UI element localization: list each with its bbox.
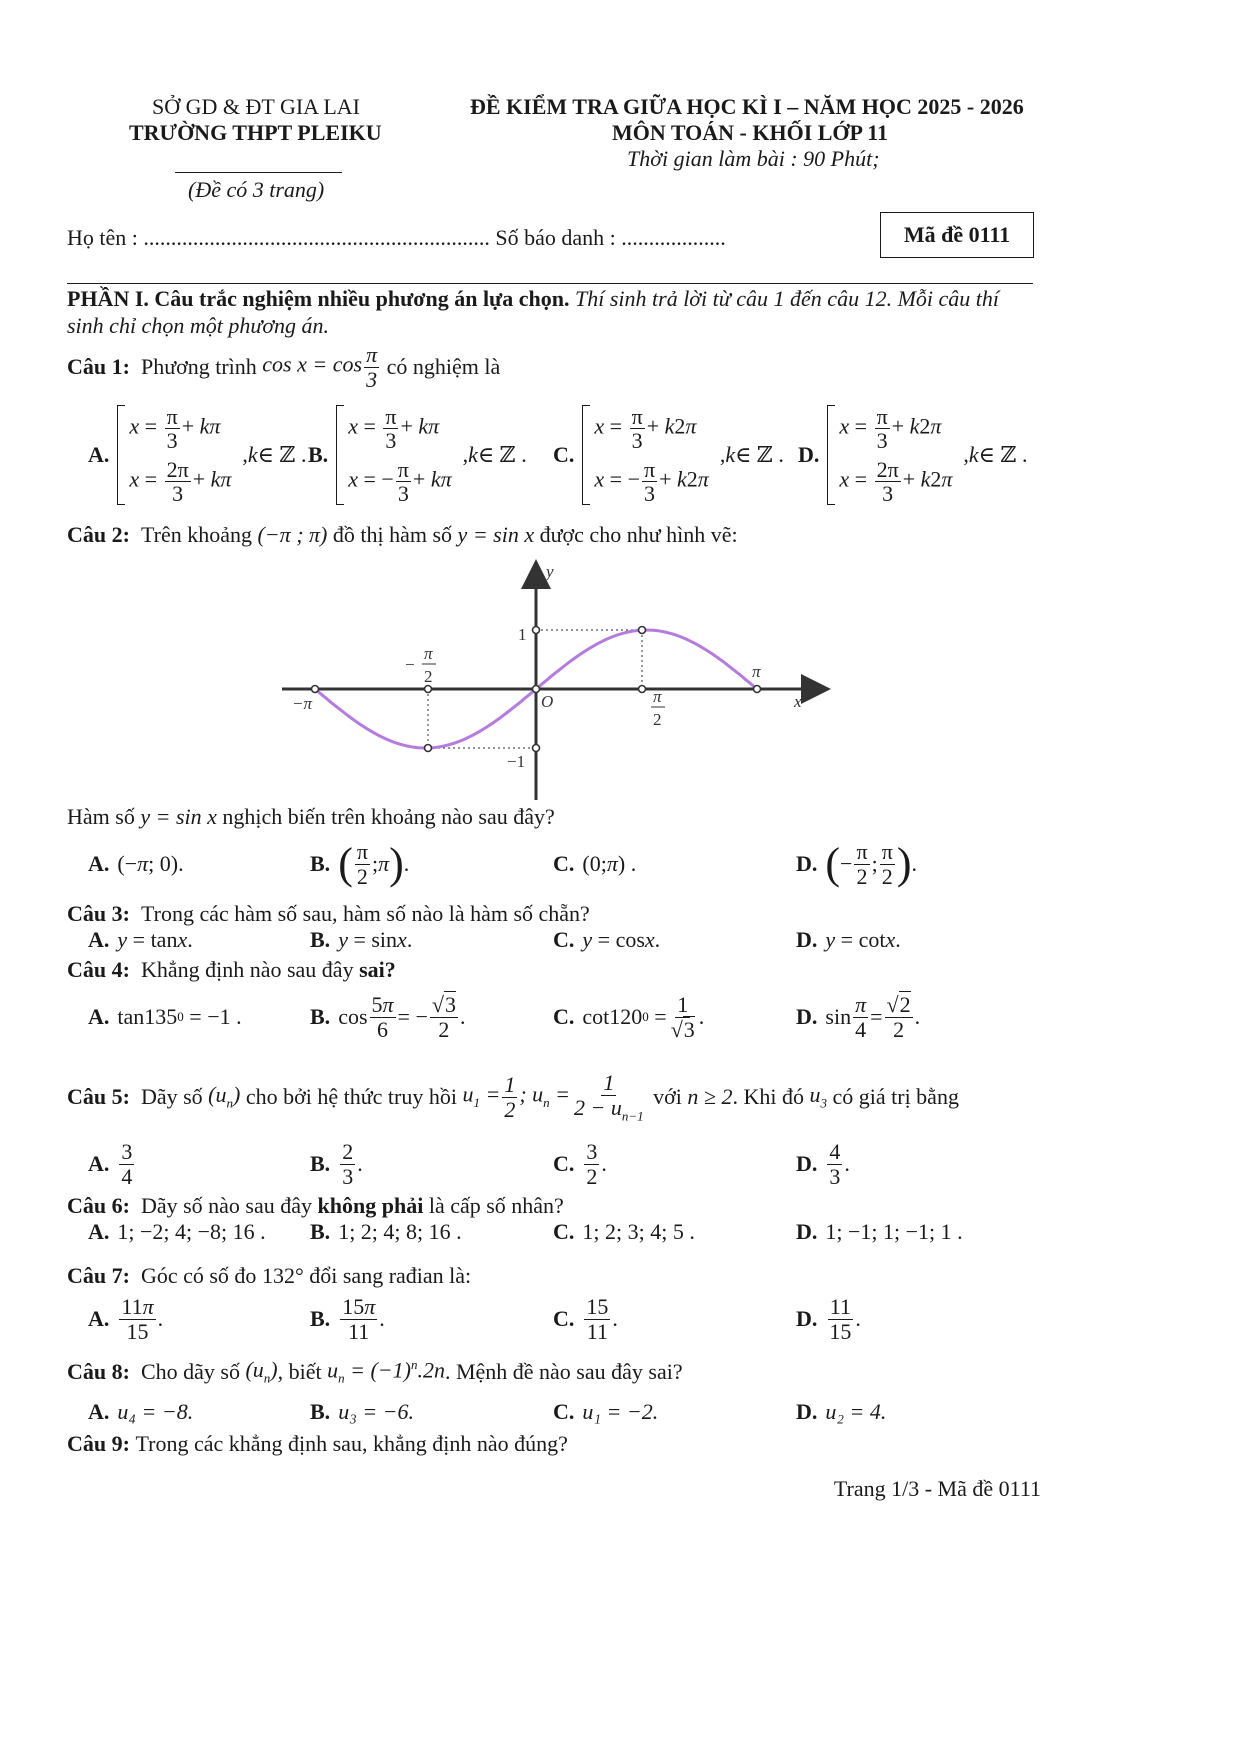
q9-text: Trong các khẳng định sau, khẳng định nào đúng? (135, 1431, 568, 1456)
exam-time: Thời gian làm bài : 90 Phút; (627, 146, 880, 171)
q5-condition: n ≥ 2 (687, 1084, 733, 1109)
q6-option-c-text: 1; 2; 3; 4; 5 . (582, 1219, 695, 1244)
q6-option-c[interactable] (553, 1219, 796, 1245)
tick-neg-pi: −π (292, 694, 312, 713)
header-rule (67, 283, 1033, 284)
q4-label: Câu 4: (67, 957, 130, 982)
question-8 (67, 1355, 683, 1389)
page-footer: Trang 1/3 - Mã đề 0111 (833, 1476, 1041, 1501)
option-label: A. (88, 1399, 110, 1424)
q6-label: Câu 6: (67, 1193, 130, 1218)
exam-code-box: Mã đề 0111 (880, 212, 1034, 258)
q6-option-a[interactable] (88, 1219, 310, 1245)
q4-text: Khẳng định nào sau đây (140, 957, 354, 982)
origin-label: O (541, 692, 554, 711)
q2-follow-text-b: nghịch biến trên khoảng nào sau đây? (222, 804, 555, 829)
option-label: D. (796, 927, 818, 952)
q1-option-a[interactable]: A. x = $\frac{\pi}{3}$ + kπ x = $\frac{2\pi}{3}$ + kπ , k ∈ ℤ . (88, 403, 307, 507)
option-label: C. (553, 1004, 575, 1029)
option-label: A. (88, 1306, 110, 1331)
q5-option-a[interactable]: A. $\frac{3}{4}$ (88, 1139, 133, 1189)
option-label: C. (553, 851, 575, 876)
svg-text:2: 2 (653, 710, 662, 729)
option-label: C. (553, 1399, 575, 1424)
q4-option-a[interactable]: A. tan135 0 = −1 . (88, 1004, 242, 1029)
svg-text:2: 2 (424, 667, 433, 686)
option-label: B. (310, 1399, 331, 1424)
q6-text-bold: không phải (317, 1193, 424, 1218)
q5-text: Dãy số (140, 1084, 203, 1109)
question-1 (67, 340, 500, 394)
option-label: B. (310, 1151, 331, 1176)
q8-option-a[interactable] (88, 1399, 310, 1425)
option-label: D. (796, 1306, 818, 1331)
exam-title: ĐỀ KIỂM TRA GIỮA HỌC KÌ I – NĂM HỌC 2025 - 2026 (470, 94, 1024, 119)
section-title-text: PHẦN I. Câu trắc nghiệm nhiều phương án lựa chọn. (67, 286, 570, 311)
q7-label: Câu 7: (67, 1263, 130, 1288)
axis-y-label: y (546, 562, 554, 581)
axis-x-label: x (794, 692, 802, 711)
option-label: B. (310, 1004, 331, 1029)
sine-graph (270, 555, 840, 800)
option-label: B. (310, 1219, 331, 1244)
q1-text-b: có nghiệm là (386, 354, 501, 379)
q5-u3: $u_3$ (809, 1082, 827, 1111)
option-label: D. (796, 1399, 818, 1424)
q3-options (88, 926, 1036, 954)
q3-option-d[interactable]: D. y = cot x . (796, 927, 901, 952)
q7-options (88, 1290, 1036, 1348)
q6-options (88, 1218, 1036, 1246)
q8-option-b-text: u₃ = −6. (338, 1399, 415, 1424)
q5-text-b: cho bởi hệ thức truy hồi (245, 1084, 457, 1109)
q2-function: y = sin x (457, 522, 535, 547)
option-label: D. (796, 1219, 818, 1244)
q7-option-a[interactable]: A. $\frac{11\pi}{15}$ . (88, 1294, 164, 1344)
q8-option-d[interactable] (796, 1399, 1036, 1425)
question-9 (67, 1430, 568, 1458)
q5-option-d[interactable]: D. $\frac{4}{3}$ . (796, 1139, 850, 1189)
option-label: A. (88, 1151, 110, 1176)
tick-pi: π (752, 662, 761, 681)
name-line: Họ tên : ............................................................... Số báo danh : ................... (67, 225, 726, 250)
q5-option-b[interactable]: B. $\frac{2}{3}$ . (310, 1139, 363, 1189)
q1-option-d[interactable]: D. x = $\frac{\pi}{3}$ + k2π x = $\frac{2\pi}{3}$ + k2π , k ∈ ℤ . (798, 403, 1028, 507)
option-label: C. (553, 1306, 575, 1331)
q9-label: Câu 9: (67, 1431, 130, 1456)
option-label: B. (310, 927, 331, 952)
q2-option-c[interactable]: C. (0; π ) . (553, 851, 637, 876)
question-3 (67, 900, 590, 928)
section-instruction-2: sinh chỉ chọn một phương án. (67, 313, 330, 338)
q8-option-a-text: u₄ = −8. (117, 1399, 194, 1424)
question-6 (67, 1192, 564, 1220)
q7-option-b[interactable]: B. $\frac{15\pi}{11}$ . (310, 1294, 385, 1344)
q8-label: Câu 8: (67, 1359, 130, 1384)
q3-label: Câu 3: (67, 901, 130, 926)
option-label: B. (308, 442, 329, 467)
q2-options (88, 836, 1036, 892)
q2-option-a[interactable]: A. (− π ; 0). (88, 851, 184, 876)
q2-text-c: được cho như hình vẽ: (539, 522, 738, 547)
q1-option-b[interactable]: B. x = $\frac{\pi}{3}$ + kπ x = − $\frac{\pi}{3}$ + kπ , k ∈ ℤ . (308, 403, 527, 507)
q8-sequence: $(u_n)$ (245, 1357, 278, 1386)
question-4 (67, 956, 396, 984)
q6-option-a-text: 1; −2; 4; −8; 16 . (117, 1219, 266, 1244)
q1-equation: cos x = cos $\frac{\pi}{3}$ (262, 342, 378, 392)
q3-text: Trong các hàm số sau, hàm số nào là hàm số chẵn? (140, 901, 590, 926)
q8-text-c: . Mệnh đề nào sau đây sai? (444, 1359, 683, 1384)
q3-option-a[interactable]: A. y = tan x . (88, 927, 193, 952)
q8-option-c[interactable] (553, 1399, 796, 1425)
q2-option-d[interactable]: D. ( − $\frac{\pi}{2}$ ; $\frac{\pi}{2}$ ) . (796, 839, 917, 889)
option-label: A. (88, 1219, 110, 1244)
option-label: C. (553, 1151, 575, 1176)
q4-option-b[interactable]: B. cos $\frac{5\pi}{6}$ = − $\frac{√3}{2}$ . (310, 992, 466, 1042)
q6-option-b[interactable] (310, 1219, 553, 1245)
q6-option-b-text: 1; 2; 4; 8; 16 . (338, 1219, 462, 1244)
q8-options (88, 1398, 1036, 1426)
option-label: A. (88, 1004, 110, 1029)
option-label: D. (796, 1151, 818, 1176)
option-label: A. (88, 851, 110, 876)
q4-options (88, 988, 1036, 1046)
q7-option-d[interactable]: D. $\frac{11}{15}$ . (796, 1294, 861, 1344)
question-2 (67, 520, 738, 550)
q7-degree: 132° (261, 1263, 304, 1288)
q6-text: Dãy số nào sau đây (140, 1193, 313, 1218)
q4-option-c[interactable]: C. cot120 0 = $\frac{1}{√3}$ . (553, 992, 705, 1042)
option-label: A. (88, 442, 110, 467)
q3-option-c[interactable]: C. y = cos x . (553, 927, 661, 952)
q8-option-b[interactable] (310, 1399, 553, 1425)
tick-one: 1 (518, 625, 527, 644)
svg-text:π: π (424, 644, 433, 663)
option-label: D. (796, 1004, 818, 1029)
option-label: C. (553, 1219, 575, 1244)
q7-text: Góc có số đo (140, 1263, 257, 1288)
q6-text-b: là cấp số nhân? (428, 1193, 564, 1218)
q8-option-d-text: u₂ = 4. (825, 1399, 887, 1424)
question-7 (67, 1262, 471, 1290)
option-label: C. (553, 442, 575, 467)
q7-text-b: đổi sang rađian là: (309, 1263, 472, 1288)
section-instruction: Thí sinh trả lời từ câu 1 đến câu 12. Mỗi câu thí (569, 286, 999, 311)
q2-follow-function: y = sin x (140, 804, 217, 829)
q6-option-d-text: 1; −1; 1; −1; 1 . (825, 1219, 963, 1244)
q5-label: Câu 5: (67, 1084, 130, 1109)
school-name: TRƯỜNG THPT PLEIKU (129, 120, 382, 145)
pages-note: (Đề có 3 trang) (188, 177, 325, 202)
q2-label: Câu 2: (67, 522, 130, 547)
q8-text-b: , biết (277, 1359, 322, 1384)
q8-text: Cho dãy số (140, 1359, 240, 1384)
q2-follow (67, 802, 555, 832)
q7-option-c[interactable]: C. $\frac{15}{11}$ . (553, 1294, 618, 1344)
q5-recurrence: $u_1$ = $\frac{1}{2}$ ; $u_n$ = $\frac{1}{2 - u_{n-1}}$ (462, 1070, 644, 1123)
q1-options (88, 396, 1038, 514)
q1-text: Phương trình (140, 354, 257, 379)
q2-follow-text: Hàm số (67, 804, 135, 829)
q5-options (88, 1136, 1036, 1192)
q5-text-c: với (653, 1084, 682, 1109)
tick-neg-one: −1 (507, 752, 526, 771)
q3-option-b[interactable]: B. y = sin x . (310, 927, 413, 952)
option-label: D. (796, 851, 818, 876)
q2-interval: (−π ; π) (257, 522, 328, 547)
svg-text:π: π (653, 687, 662, 706)
option-label: A. (88, 927, 110, 952)
option-label: B. (310, 851, 331, 876)
q5-text-d: . Khi đó (732, 1084, 804, 1109)
q4-text-bold: sai? (359, 957, 396, 982)
q2-option-b[interactable]: B. ( $\frac{\pi}{2}$ ; π ) . (310, 839, 410, 889)
q2-text: Trên khoảng (140, 522, 252, 547)
option-label: B. (310, 1306, 331, 1331)
q5-text-e: có giá trị bằng (832, 1084, 959, 1109)
q1-option-c[interactable]: C. x = $\frac{\pi}{3}$ + k2π x = − $\frac{\pi}{3}$ + k2π , k ∈ ℤ . (553, 403, 784, 507)
section-title (67, 286, 999, 312)
q6-option-d[interactable] (796, 1219, 1036, 1245)
dept-name: SỞ GD & ĐT GIA LAI (152, 94, 360, 119)
question-5 (67, 1066, 959, 1128)
header-divider (175, 172, 342, 173)
svg-text:−: − (404, 655, 416, 674)
option-label: D. (798, 442, 820, 467)
q2-text-b: đồ thị hàm số (332, 522, 453, 547)
q1-label: Câu 1: (67, 354, 130, 379)
q8-option-c-text: u₁ = −2. (582, 1399, 659, 1424)
q4-option-d[interactable]: D. sin $\frac{\pi}{4}$ = $\frac{√2}{2}$ . (796, 992, 921, 1042)
exam-subject: MÔN TOÁN - KHỐI LỚP 11 (612, 120, 889, 145)
q8-formula: $u_n = (-1)^n.2n$ (327, 1357, 445, 1386)
option-label: C. (553, 927, 575, 952)
q5-sequence: $(u_n)$ (208, 1082, 241, 1111)
q5-option-c[interactable]: C. $\frac{3}{2}$ . (553, 1139, 607, 1189)
